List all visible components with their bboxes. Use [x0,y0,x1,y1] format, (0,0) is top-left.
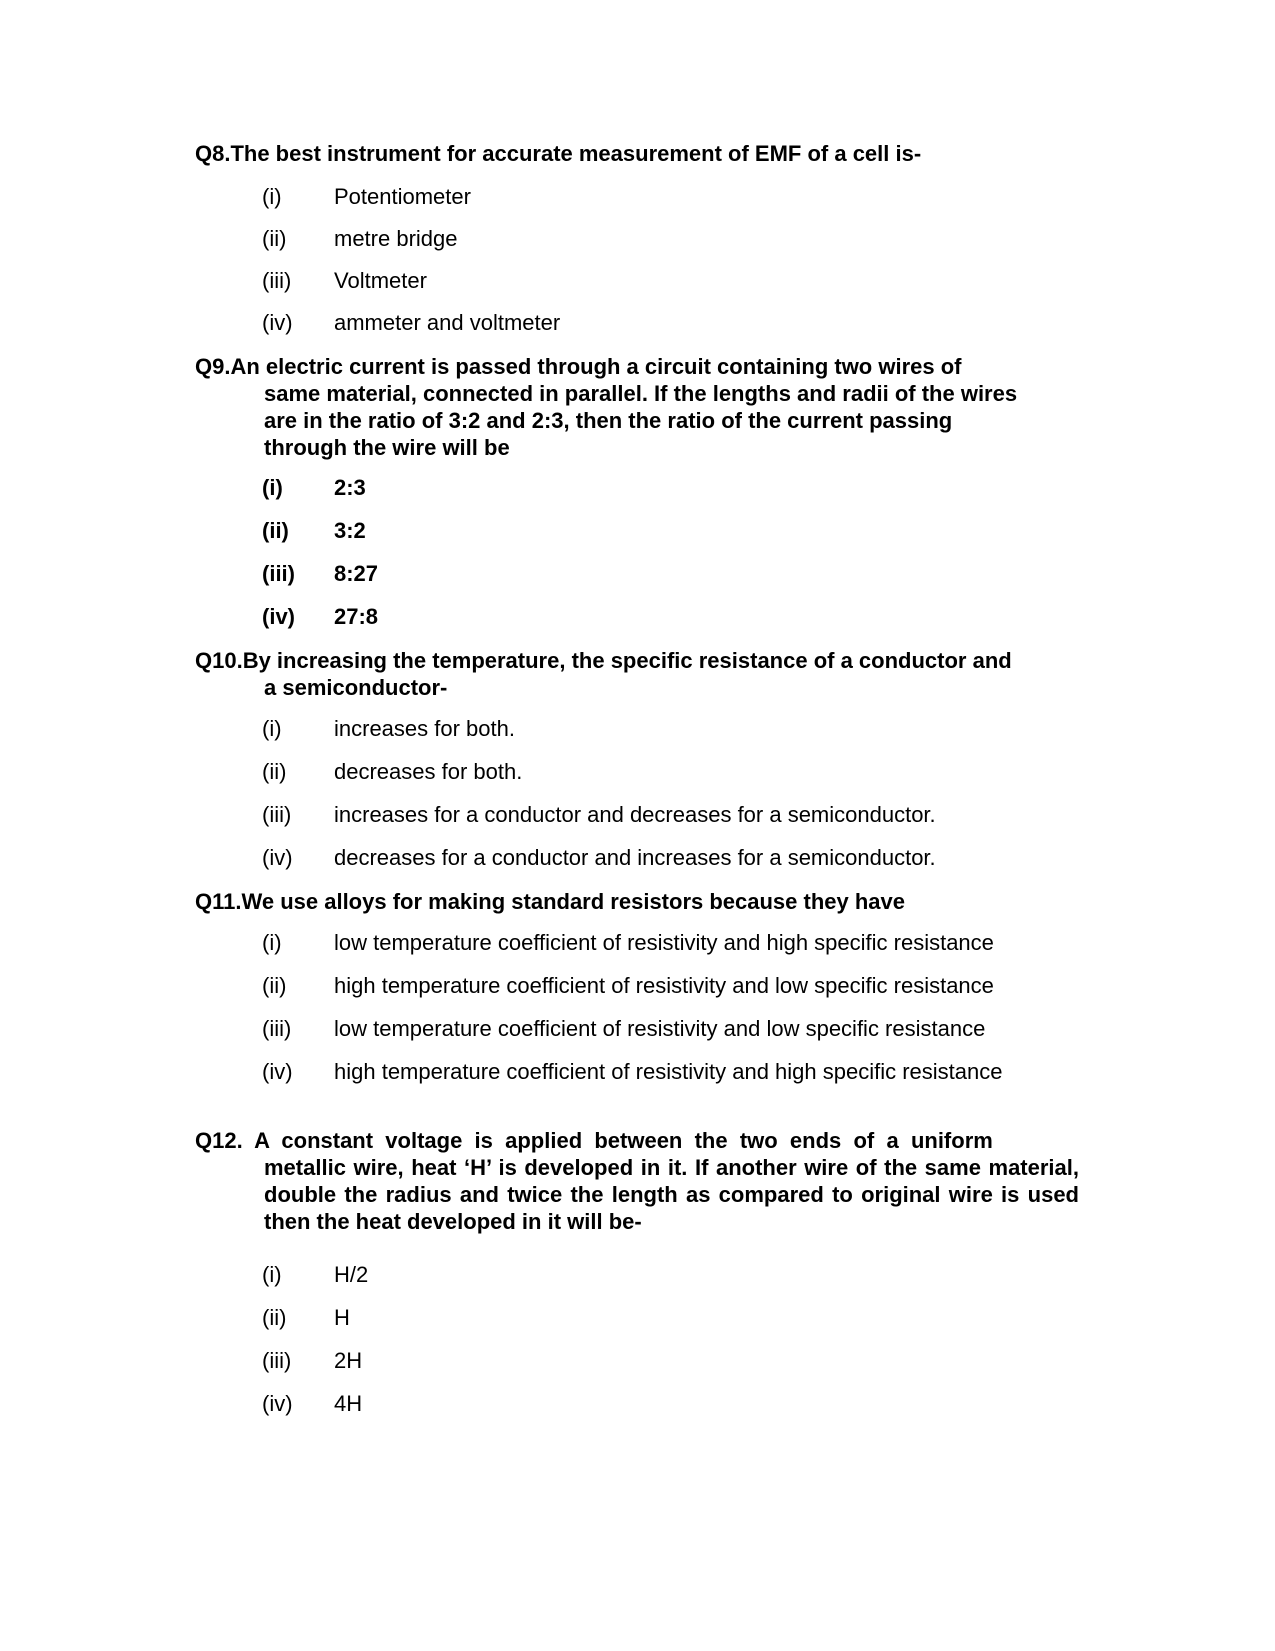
option-number: (iv) [262,1059,293,1084]
option-q12-i [262,1262,368,1288]
option-text: high temperature coefficient of resistivity and high specific resistance [334,1059,1003,1084]
option-number: (ii) [262,759,287,784]
option-number: (iv) [262,1391,293,1416]
option-q10-iv [262,845,936,871]
option-text: 2H [334,1348,363,1373]
option-text: Potentiometer [334,184,471,209]
option-text: increases for both. [334,716,515,741]
option-number: (iv) [262,845,293,870]
option-q10-i [262,716,515,742]
option-number: (iv) [262,310,293,335]
question-q9-line-2: same material, connected in parallel. If the lengths and radii of the wires [264,381,1018,406]
question-q8: Q8.The best instrument for accurate measurement of EMF of a cell is- [195,141,922,166]
question-q9-line-4: through the wire will be [264,435,510,460]
option-text: 2:3 [334,475,366,500]
question-q12 [195,1127,1079,1235]
option-text: low temperature coefficient of resistivity and low specific resistance [334,1016,986,1041]
option-q11-ii [262,973,994,999]
option-q10-iii [262,802,936,828]
question-q12-continuation: metallic wire, heat ‘H’ is developed in it. If another wire of the same material, double the radius and twice the length as compared to original wire is used then the heat developed in it will be- [264,1155,1079,1234]
option-q12-ii [262,1305,350,1331]
option-number: (iii) [262,802,292,827]
option-number: (iii) [262,1016,292,1041]
option-text: high temperature coefficient of resistivity and low specific resistance [334,973,994,998]
option-q9-i [262,475,366,501]
option-text: 27:8 [334,604,379,629]
option-number: (ii) [262,226,287,251]
option-text: metre bridge [334,226,458,251]
option-number: (iii) [262,561,295,586]
option-q11-iii [262,1016,985,1042]
option-number: (iii) [262,268,292,293]
question-q9-line-1: Q9.An electric current is passed through a circuit containing two wires of [195,354,962,379]
option-text: decreases for a conductor and increases for a semiconductor. [334,845,936,870]
question-q11: Q11.We use alloys for making standard resistors because they have [195,889,906,914]
option-q10-ii [262,759,522,785]
option-text: increases for a conductor and decreases for a semiconductor. [334,802,936,827]
option-number: (iii) [262,1348,292,1373]
option-q8-iii [262,268,427,294]
option-q8-ii [262,226,458,252]
option-q9-iii [262,561,378,587]
option-q11-iv [262,1059,1003,1085]
option-text: 8:27 [334,561,379,586]
option-q9-iv [262,604,378,630]
option-q9-ii [262,518,366,544]
question-q10-line-2: a semiconductor- [264,675,448,700]
option-text: Voltmeter [334,268,427,293]
question-q10-line-1: Q10.By increasing the temperature, the specific resistance of a conductor and [195,648,1012,673]
option-q12-iv [262,1391,362,1417]
option-number: (i) [262,930,282,955]
question-q9-line-3: are in the ratio of 3:2 and 2:3, then the ratio of the current passing [264,408,953,433]
option-text: decreases for both. [334,759,523,784]
option-q8-i [262,184,471,210]
option-text: low temperature coefficient of resistivity and high specific resistance [334,930,994,955]
option-number: (ii) [262,1305,287,1330]
option-number: (i) [262,1262,282,1287]
option-number: (i) [262,184,282,209]
option-number: (i) [262,716,282,741]
option-text: 4H [334,1391,363,1416]
option-number: (iv) [262,604,295,629]
option-q12-iii [262,1348,362,1374]
option-number: (ii) [262,973,287,998]
option-text: 3:2 [334,518,366,543]
option-q8-iv [262,310,560,336]
option-number: (i) [262,475,283,500]
option-number: (ii) [262,518,289,543]
question-q12-first-line: Q12. A constant voltage is applied between the two ends of a uniform [195,1128,993,1153]
option-text: H [334,1305,350,1330]
option-q11-i [262,930,994,956]
option-text: ammeter and voltmeter [334,310,561,335]
option-text: H/2 [334,1262,369,1287]
